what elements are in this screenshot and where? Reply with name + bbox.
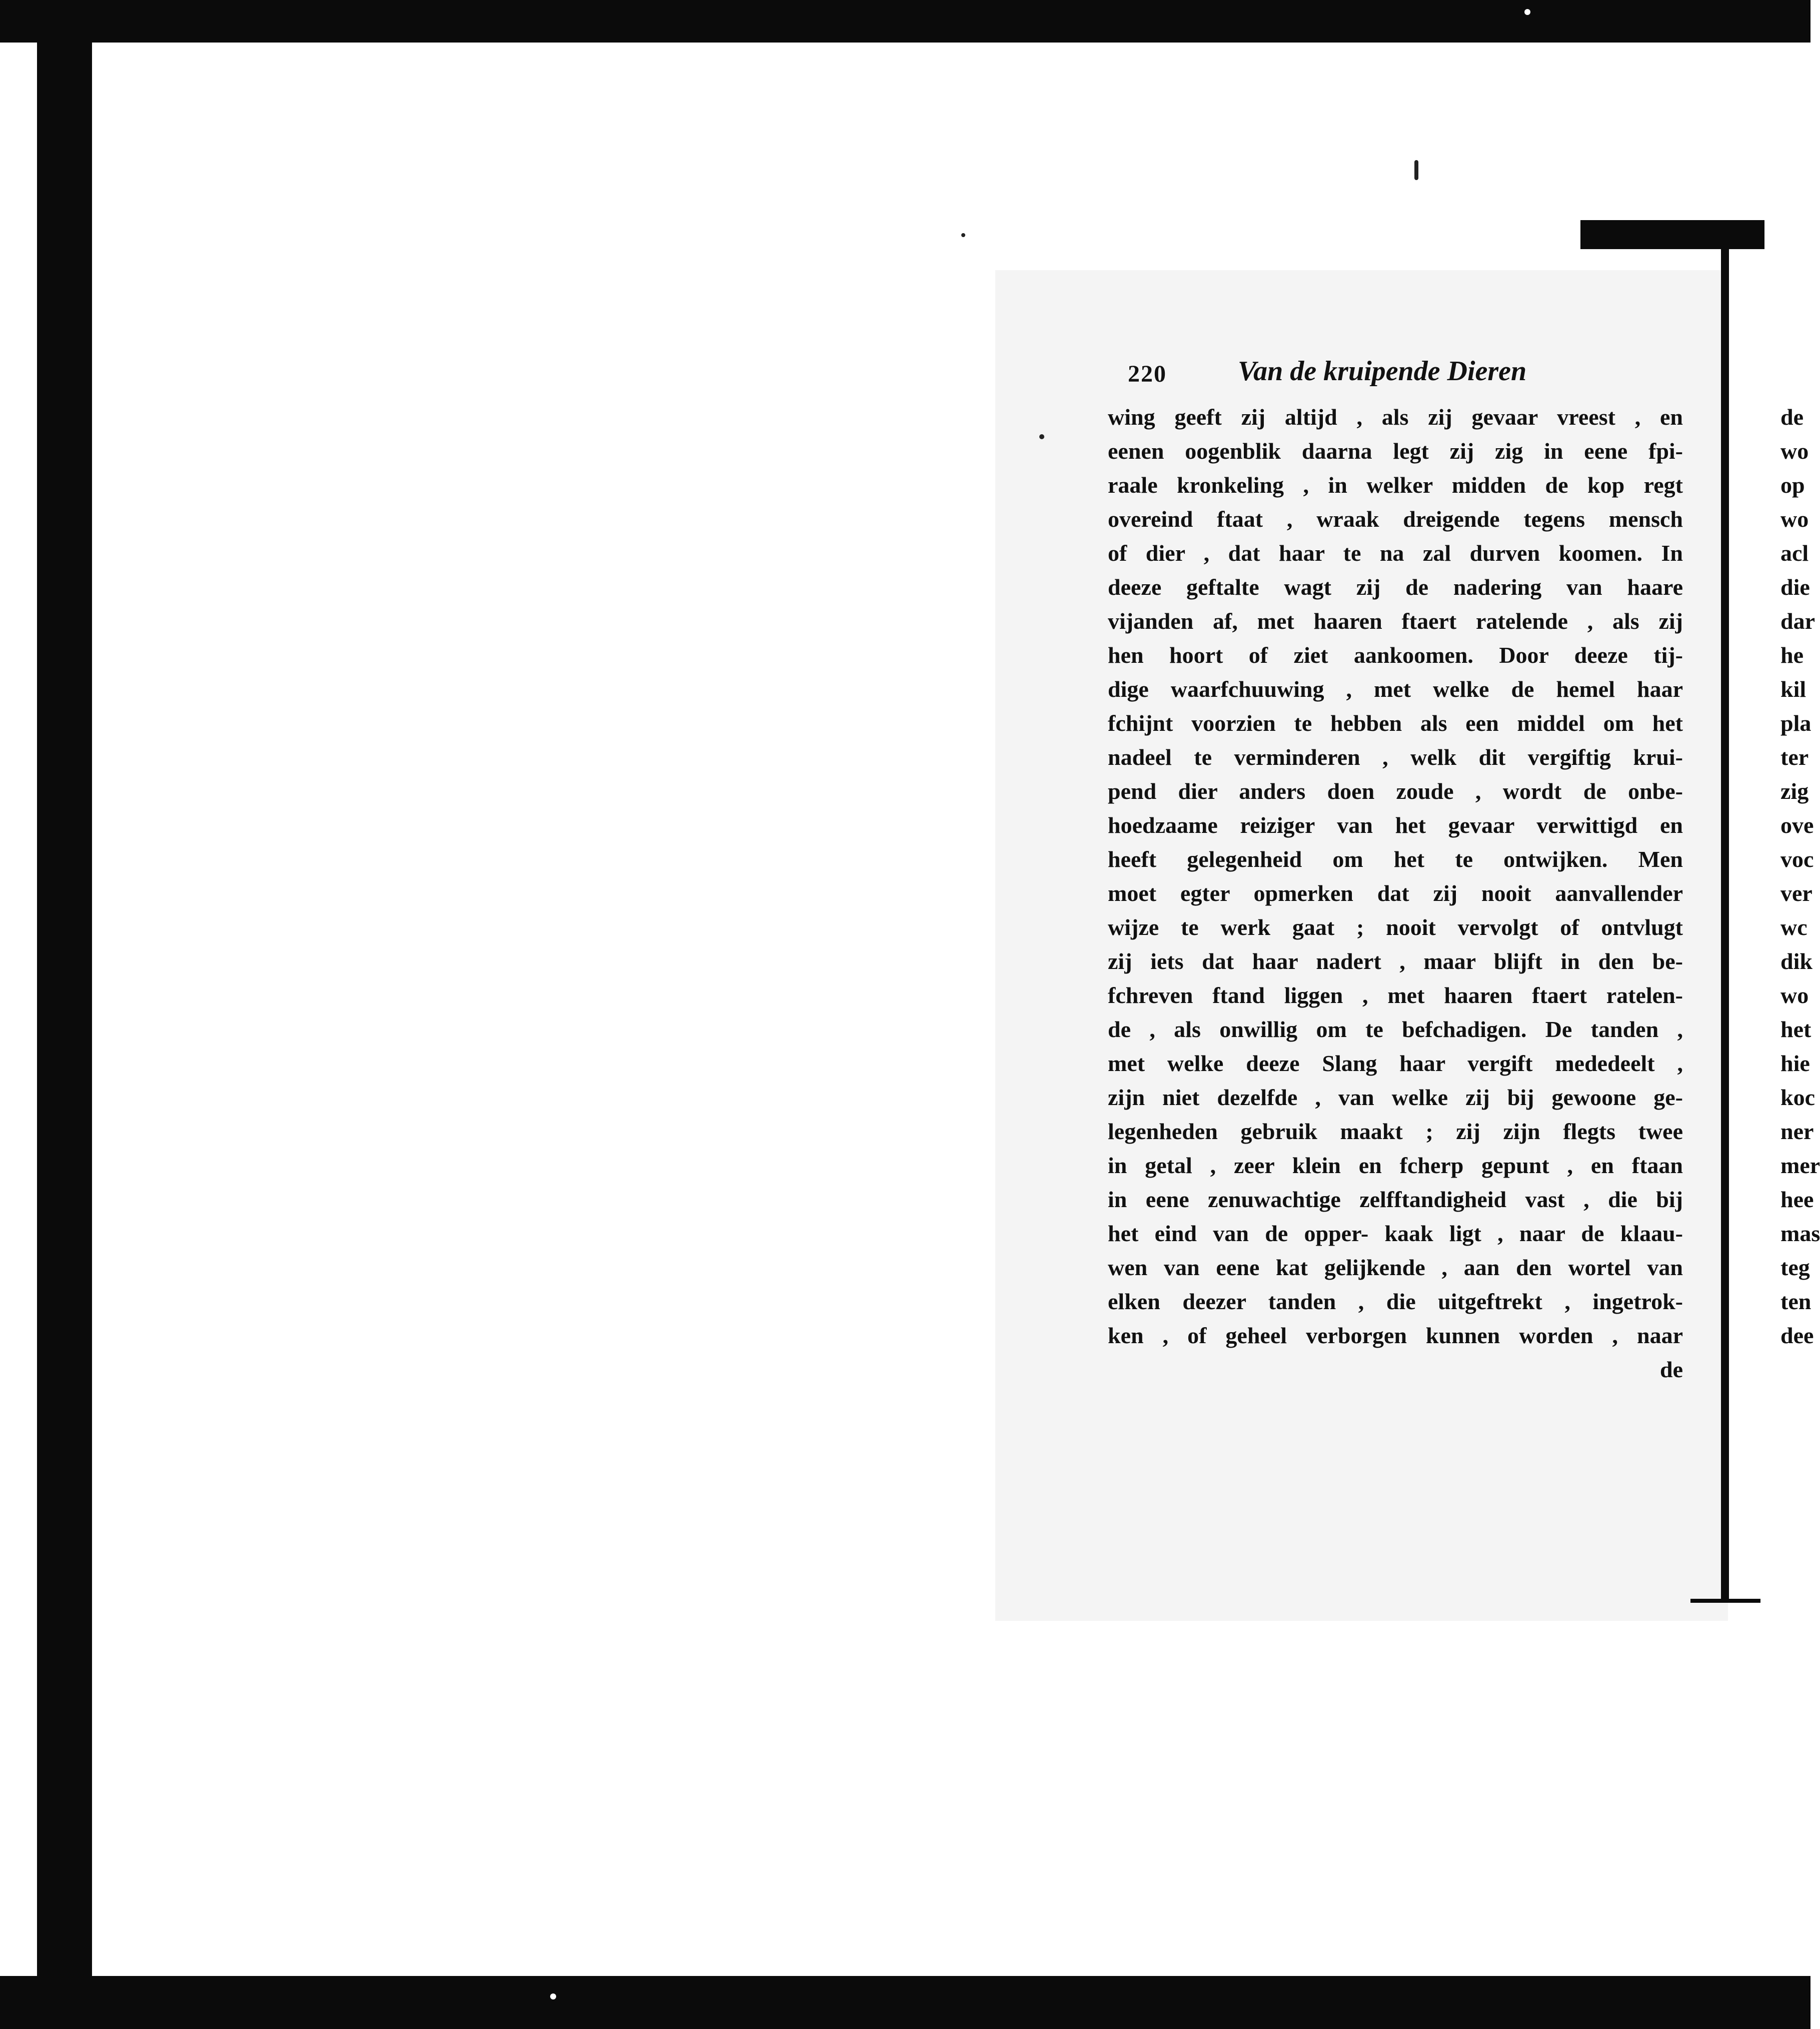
next-page-line: wc — [1780, 914, 1807, 940]
text-line: het eind van de opper- kaak ligt , naar de klaau- — [1108, 1221, 1683, 1246]
next-page-line: ter — [1780, 744, 1809, 770]
next-page-line: mer — [1780, 1153, 1820, 1178]
text-line: in getal , zeer klein en fcherp gepunt , en ftaan — [1108, 1153, 1683, 1178]
next-page-line: die — [1780, 574, 1810, 600]
text-line: fchreven ftand liggen , met haaren ftaert ratelen- — [1108, 982, 1683, 1008]
body-text — [1108, 400, 1683, 1353]
text-line: hen hoort of ziet aankoomen. Door deeze tij- — [1108, 642, 1683, 668]
text-line: legenheden gebruik maakt ; zij zijn flegts twee — [1108, 1119, 1683, 1144]
scan-speck — [550, 1993, 556, 1999]
catchword: de — [1660, 1357, 1683, 1382]
text-line: de , als onwillig om te befchadigen. De tanden , — [1108, 1017, 1683, 1042]
page-number: 220 — [1128, 361, 1167, 387]
book-page — [1108, 345, 1683, 1387]
text-line: wijze te werk gaat ; nooit vervolgt of ontvlugt — [1108, 914, 1683, 940]
gutter-bar-top — [1580, 220, 1764, 249]
text-line: fchijnt voorzien te hebben als een middel om het — [1108, 710, 1683, 736]
next-page-line: he — [1780, 642, 1803, 668]
text-line: ken , of geheel verborgen kunnen worden , naar — [1108, 1323, 1683, 1348]
next-page-line: wo — [1780, 438, 1809, 464]
text-line: zijn niet dezelfde , van welke zij bij gewoone ge- — [1108, 1085, 1683, 1110]
text-line: hoedzaame reiziger van het gevaar verwittigd en — [1108, 812, 1683, 838]
next-page-line: ner — [1780, 1119, 1814, 1144]
text-line: overeind ftaat , wraak dreigende tegens mensch — [1108, 506, 1683, 532]
text-line: deeze geftalte wagt zij de nadering van haare — [1108, 574, 1683, 600]
next-page-line: koc — [1780, 1085, 1815, 1110]
running-head — [1108, 345, 1683, 400]
gutter-bar-foot — [1690, 1599, 1760, 1603]
next-page-line: mas — [1780, 1221, 1820, 1246]
next-page-fragment — [1780, 400, 1820, 1353]
next-page-line: kil — [1780, 676, 1806, 702]
text-line: of dier , dat haar te na zal durven koomen. In — [1108, 540, 1683, 566]
next-page-line: het — [1780, 1017, 1811, 1042]
scan-frame-bottom — [0, 1976, 1810, 2029]
next-page-line: wo — [1780, 506, 1809, 532]
scan-speck — [1039, 434, 1044, 439]
text-line: nadeel te verminderen , welk dit vergiftig krui- — [1108, 744, 1683, 770]
previous-page-edge — [0, 43, 42, 1976]
text-line: met welke deeze Slang haar vergift mededeelt , — [1108, 1051, 1683, 1076]
scan-speck — [961, 233, 965, 237]
scan-frame-left — [42, 0, 92, 2029]
text-line: vijanden af, met haaren ftaert ratelende , als zij — [1108, 608, 1683, 634]
next-page-line: op — [1780, 472, 1805, 498]
gutter-bar — [1721, 249, 1729, 1601]
next-page-line: pla — [1780, 710, 1811, 736]
next-page-line: hee — [1780, 1187, 1814, 1212]
text-line: moet egter opmerken dat zij nooit aanvallender — [1108, 880, 1683, 906]
text-line: wen van eene kat gelijkende , aan den wortel van — [1108, 1255, 1683, 1280]
text-line: pend dier anders doen zoude , wordt de onbe- — [1108, 778, 1683, 804]
text-line: in eene zenuwachtige zelfftandigheid vast , die bij — [1108, 1187, 1683, 1212]
next-page-line: acl — [1780, 540, 1809, 566]
next-page-line: dar — [1780, 608, 1815, 634]
next-page-line: zig — [1780, 778, 1809, 804]
scan-speck — [1414, 160, 1418, 180]
next-page-line: dik — [1780, 948, 1812, 974]
running-head-title: Van de kruipende Dieren — [1238, 356, 1527, 387]
next-page-line: hie — [1780, 1051, 1810, 1076]
next-page-line: ten — [1780, 1289, 1811, 1314]
next-page-line: dee — [1780, 1323, 1814, 1348]
next-page-line: teg — [1780, 1255, 1810, 1280]
text-line: heeft gelegenheid om het te ontwijken. Men — [1108, 846, 1683, 872]
text-line: zij iets dat haar nadert , maar blijft in den be- — [1108, 948, 1683, 974]
text-line: eenen oogenblik daarna legt zij zig in eene fpi- — [1108, 438, 1683, 464]
text-line: raale kronkeling , in welker midden de kop regt — [1108, 472, 1683, 498]
next-page-line: de — [1780, 404, 1803, 430]
next-page-line: wo — [1780, 982, 1809, 1008]
scan-frame-top — [0, 0, 1810, 43]
text-line: elken deezer tanden , die uitgeftrekt , ingetrok- — [1108, 1289, 1683, 1314]
next-page-line: voc — [1780, 846, 1814, 872]
text-line: wing geeft zij altijd , als zij gevaar vreest , en — [1108, 404, 1683, 430]
scan-speck — [1524, 9, 1530, 15]
next-page-line: ove — [1780, 812, 1814, 838]
next-page-line: ver — [1780, 880, 1812, 906]
text-line: dige waarfchuuwing , met welke de hemel haar — [1108, 676, 1683, 702]
